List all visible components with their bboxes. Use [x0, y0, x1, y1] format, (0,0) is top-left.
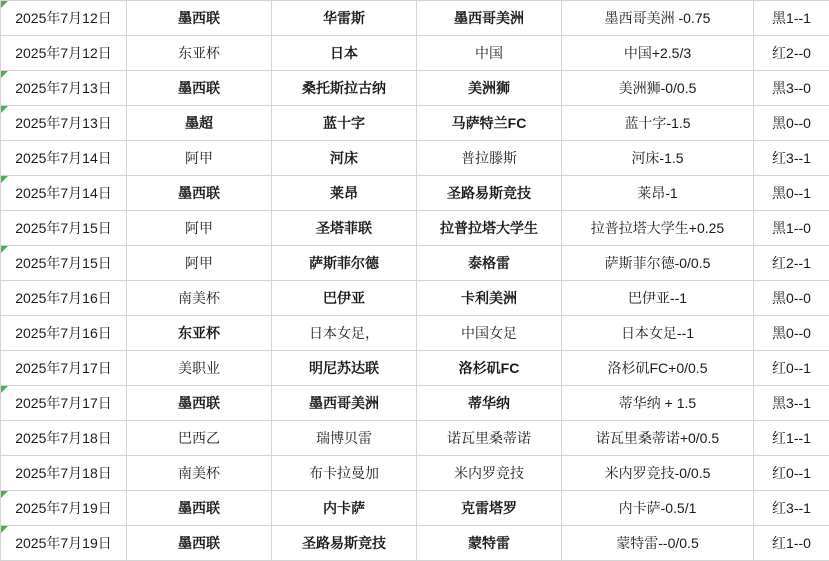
cell-away-team: 洛杉矶FC — [417, 351, 562, 386]
cell-result: 黑1--1 — [754, 1, 829, 36]
cell-away-team: 诺瓦里桑蒂诺 — [417, 421, 562, 456]
table-row — [1, 71, 829, 106]
cell-odds: 内卡萨-0.5/1 — [562, 491, 754, 526]
cell-league: 墨西联 — [127, 386, 272, 421]
cell-away-team: 克雷塔罗 — [417, 491, 562, 526]
table-row — [1, 491, 829, 526]
table-row — [1, 176, 829, 211]
cell-date: 2025年7月15日 — [1, 211, 127, 246]
table-row — [1, 281, 829, 316]
cell-odds: 巴伊亚--1 — [562, 281, 754, 316]
cell-home-team: 萨斯菲尔德 — [272, 246, 417, 281]
cell-home-team: 布卡拉曼加 — [272, 456, 417, 491]
table-row — [1, 246, 829, 281]
cell-league: 墨西联 — [127, 491, 272, 526]
cell-date: 2025年7月12日 — [1, 36, 127, 71]
cell-league: 南美杯 — [127, 281, 272, 316]
cell-result: 红0--1 — [754, 351, 829, 386]
cell-home-team: 墨西哥美洲 — [272, 386, 417, 421]
cell-odds: 诺瓦里桑蒂诺+0/0.5 — [562, 421, 754, 456]
table-row — [1, 36, 829, 71]
cell-home-team: 明尼苏达联 — [272, 351, 417, 386]
table-row — [1, 351, 829, 386]
cell-odds: 中国+2.5/3 — [562, 36, 754, 71]
cell-away-team: 蒂华纳 — [417, 386, 562, 421]
cell-home-team: 华雷斯 — [272, 1, 417, 36]
cell-away-team: 拉普拉塔大学生 — [417, 211, 562, 246]
cell-date: 2025年7月19日 — [1, 526, 127, 561]
cell-odds: 墨西哥美洲 -0.75 — [562, 1, 754, 36]
cell-away-team: 普拉滕斯 — [417, 141, 562, 176]
cell-home-team: 桑托斯拉古纳 — [272, 71, 417, 106]
cell-league: 东亚杯 — [127, 316, 272, 351]
cell-league: 阿甲 — [127, 246, 272, 281]
cell-home-team: 日本女足， — [272, 316, 417, 351]
cell-odds: 米内罗竞技-0/0.5 — [562, 456, 754, 491]
cell-odds: 河床-1.5 — [562, 141, 754, 176]
cell-date: 2025年7月15日 — [1, 246, 127, 281]
cell-odds: 蓝十字-1.5 — [562, 106, 754, 141]
cell-date: 2025年7月18日 — [1, 421, 127, 456]
cell-date: 2025年7月16日 — [1, 281, 127, 316]
cell-league: 南美杯 — [127, 456, 272, 491]
cell-odds: 拉普拉塔大学生+0.25 — [562, 211, 754, 246]
cell-away-team: 泰格雷 — [417, 246, 562, 281]
cell-home-team: 河床 — [272, 141, 417, 176]
cell-result: 红1--0 — [754, 526, 829, 561]
cell-result: 黑3--0 — [754, 71, 829, 106]
cell-away-team: 墨西哥美洲 — [417, 1, 562, 36]
table-row — [1, 316, 829, 351]
cell-home-team: 圣塔菲联 — [272, 211, 417, 246]
cell-result: 红3--1 — [754, 491, 829, 526]
cell-away-team: 美洲狮 — [417, 71, 562, 106]
cell-date: 2025年7月19日 — [1, 491, 127, 526]
cell-home-team: 圣路易斯竞技 — [272, 526, 417, 561]
cell-away-team: 卡利美洲 — [417, 281, 562, 316]
cell-odds: 美洲狮-0/0.5 — [562, 71, 754, 106]
cell-date: 2025年7月14日 — [1, 141, 127, 176]
table-row — [1, 526, 829, 561]
table-row — [1, 141, 829, 176]
cell-home-team: 巴伊亚 — [272, 281, 417, 316]
cell-date: 2025年7月13日 — [1, 71, 127, 106]
cell-league: 阿甲 — [127, 211, 272, 246]
table-row — [1, 211, 829, 246]
cell-result: 黑0--0 — [754, 106, 829, 141]
cell-league: 墨超 — [127, 106, 272, 141]
table-row — [1, 106, 829, 141]
cell-result: 红2--0 — [754, 36, 829, 71]
cell-league: 墨西联 — [127, 71, 272, 106]
cell-result: 红3--1 — [754, 141, 829, 176]
cell-odds: 蒙特雷--0/0.5 — [562, 526, 754, 561]
cell-date: 2025年7月13日 — [1, 106, 127, 141]
cell-league: 巴西乙 — [127, 421, 272, 456]
cell-away-team: 中国 — [417, 36, 562, 71]
cell-odds: 莱昂-1 — [562, 176, 754, 211]
cell-result: 黑0--1 — [754, 176, 829, 211]
cell-result: 红1--1 — [754, 421, 829, 456]
cell-result: 红0--1 — [754, 456, 829, 491]
cell-league: 墨西联 — [127, 526, 272, 561]
cell-league: 美职业 — [127, 351, 272, 386]
cell-league: 墨西联 — [127, 1, 272, 36]
table-row — [1, 1, 829, 36]
cell-date: 2025年7月17日 — [1, 351, 127, 386]
cell-home-team: 莱昂 — [272, 176, 417, 211]
cell-home-team: 内卡萨 — [272, 491, 417, 526]
cell-away-team: 蒙特雷 — [417, 526, 562, 561]
cell-home-team: 蓝十字 — [272, 106, 417, 141]
table-row — [1, 386, 829, 421]
table-row — [1, 421, 829, 456]
cell-odds: 洛杉矶FC+0/0.5 — [562, 351, 754, 386]
cell-result: 黑1--0 — [754, 211, 829, 246]
cell-odds: 蒂华纳 + 1.5 — [562, 386, 754, 421]
cell-away-team: 圣路易斯竞技 — [417, 176, 562, 211]
cell-away-team: 马萨特兰FC — [417, 106, 562, 141]
cell-league: 墨西联 — [127, 176, 272, 211]
cell-result: 黑0--0 — [754, 316, 829, 351]
cell-home-team: 日本 — [272, 36, 417, 71]
cell-odds: 日本女足--1 — [562, 316, 754, 351]
cell-league: 阿甲 — [127, 141, 272, 176]
cell-odds: 萨斯菲尔德-0/0.5 — [562, 246, 754, 281]
cell-date: 2025年7月12日 — [1, 1, 127, 36]
table-body — [1, 1, 829, 561]
cell-result: 黑3--1 — [754, 386, 829, 421]
cell-result: 红2--1 — [754, 246, 829, 281]
cell-date: 2025年7月14日 — [1, 176, 127, 211]
cell-result: 黑0--0 — [754, 281, 829, 316]
cell-date: 2025年7月17日 — [1, 386, 127, 421]
cell-date: 2025年7月18日 — [1, 456, 127, 491]
table-row — [1, 456, 829, 491]
cell-date: 2025年7月16日 — [1, 316, 127, 351]
cell-league: 东亚杯 — [127, 36, 272, 71]
cell-away-team: 米内罗竞技 — [417, 456, 562, 491]
cell-home-team: 瑞博贝雷 — [272, 421, 417, 456]
cell-away-team: 中国女足 — [417, 316, 562, 351]
